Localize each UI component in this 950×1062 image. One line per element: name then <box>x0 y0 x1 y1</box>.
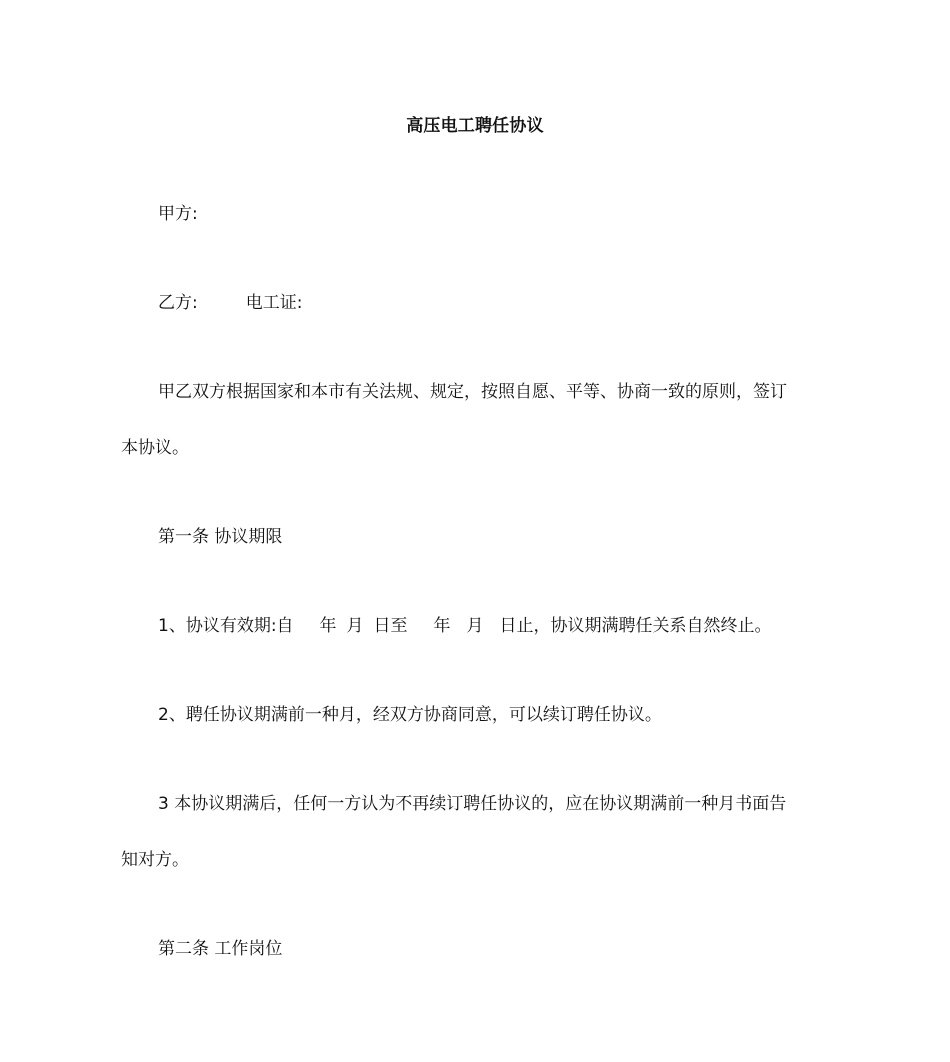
clause-1-year-1: 年 <box>319 616 337 636</box>
clause-2: 2、聘任协议期满前一种月，经双方协商同意，可以续订聘任协议。 <box>158 705 662 725</box>
clause-1-day-end: 日止，协议期满聘任关系自然终止。 <box>499 616 772 636</box>
electrician-cert-label: 电工证: <box>245 293 303 313</box>
clause-1-day-to: 日至 <box>373 616 408 636</box>
party-b-line <box>158 290 302 316</box>
clause-1-month-2: 月 <box>466 616 484 636</box>
article-2-heading: 第二条 工作岗位 <box>158 939 283 959</box>
intro-line-1: 甲乙双方根据国家和本市有关法规、规定，按照自愿、平等、协商一致的原则，签订 <box>158 382 787 402</box>
party-b-label: 乙方: <box>158 293 198 313</box>
clause-1-year-2: 年 <box>433 616 451 636</box>
clause-1-prefix: 1、协议有效期:自 <box>158 616 294 636</box>
clause-3-line-2: 知对方。 <box>121 850 189 870</box>
article-1-heading: 第一条 协议期限 <box>158 527 283 547</box>
party-a-label: 甲方: <box>158 204 198 224</box>
document-title: 高压电工聘任协议 <box>406 116 544 136</box>
clause-3-line-1: 3 本协议期满后，任何一方认为不再续订聘任协议的，应在协议期满前一种月书面告 <box>158 794 787 814</box>
clause-1-month-1: 月 <box>346 616 364 636</box>
intro-line-2: 本协议。 <box>121 438 189 458</box>
clause-1 <box>158 613 772 639</box>
